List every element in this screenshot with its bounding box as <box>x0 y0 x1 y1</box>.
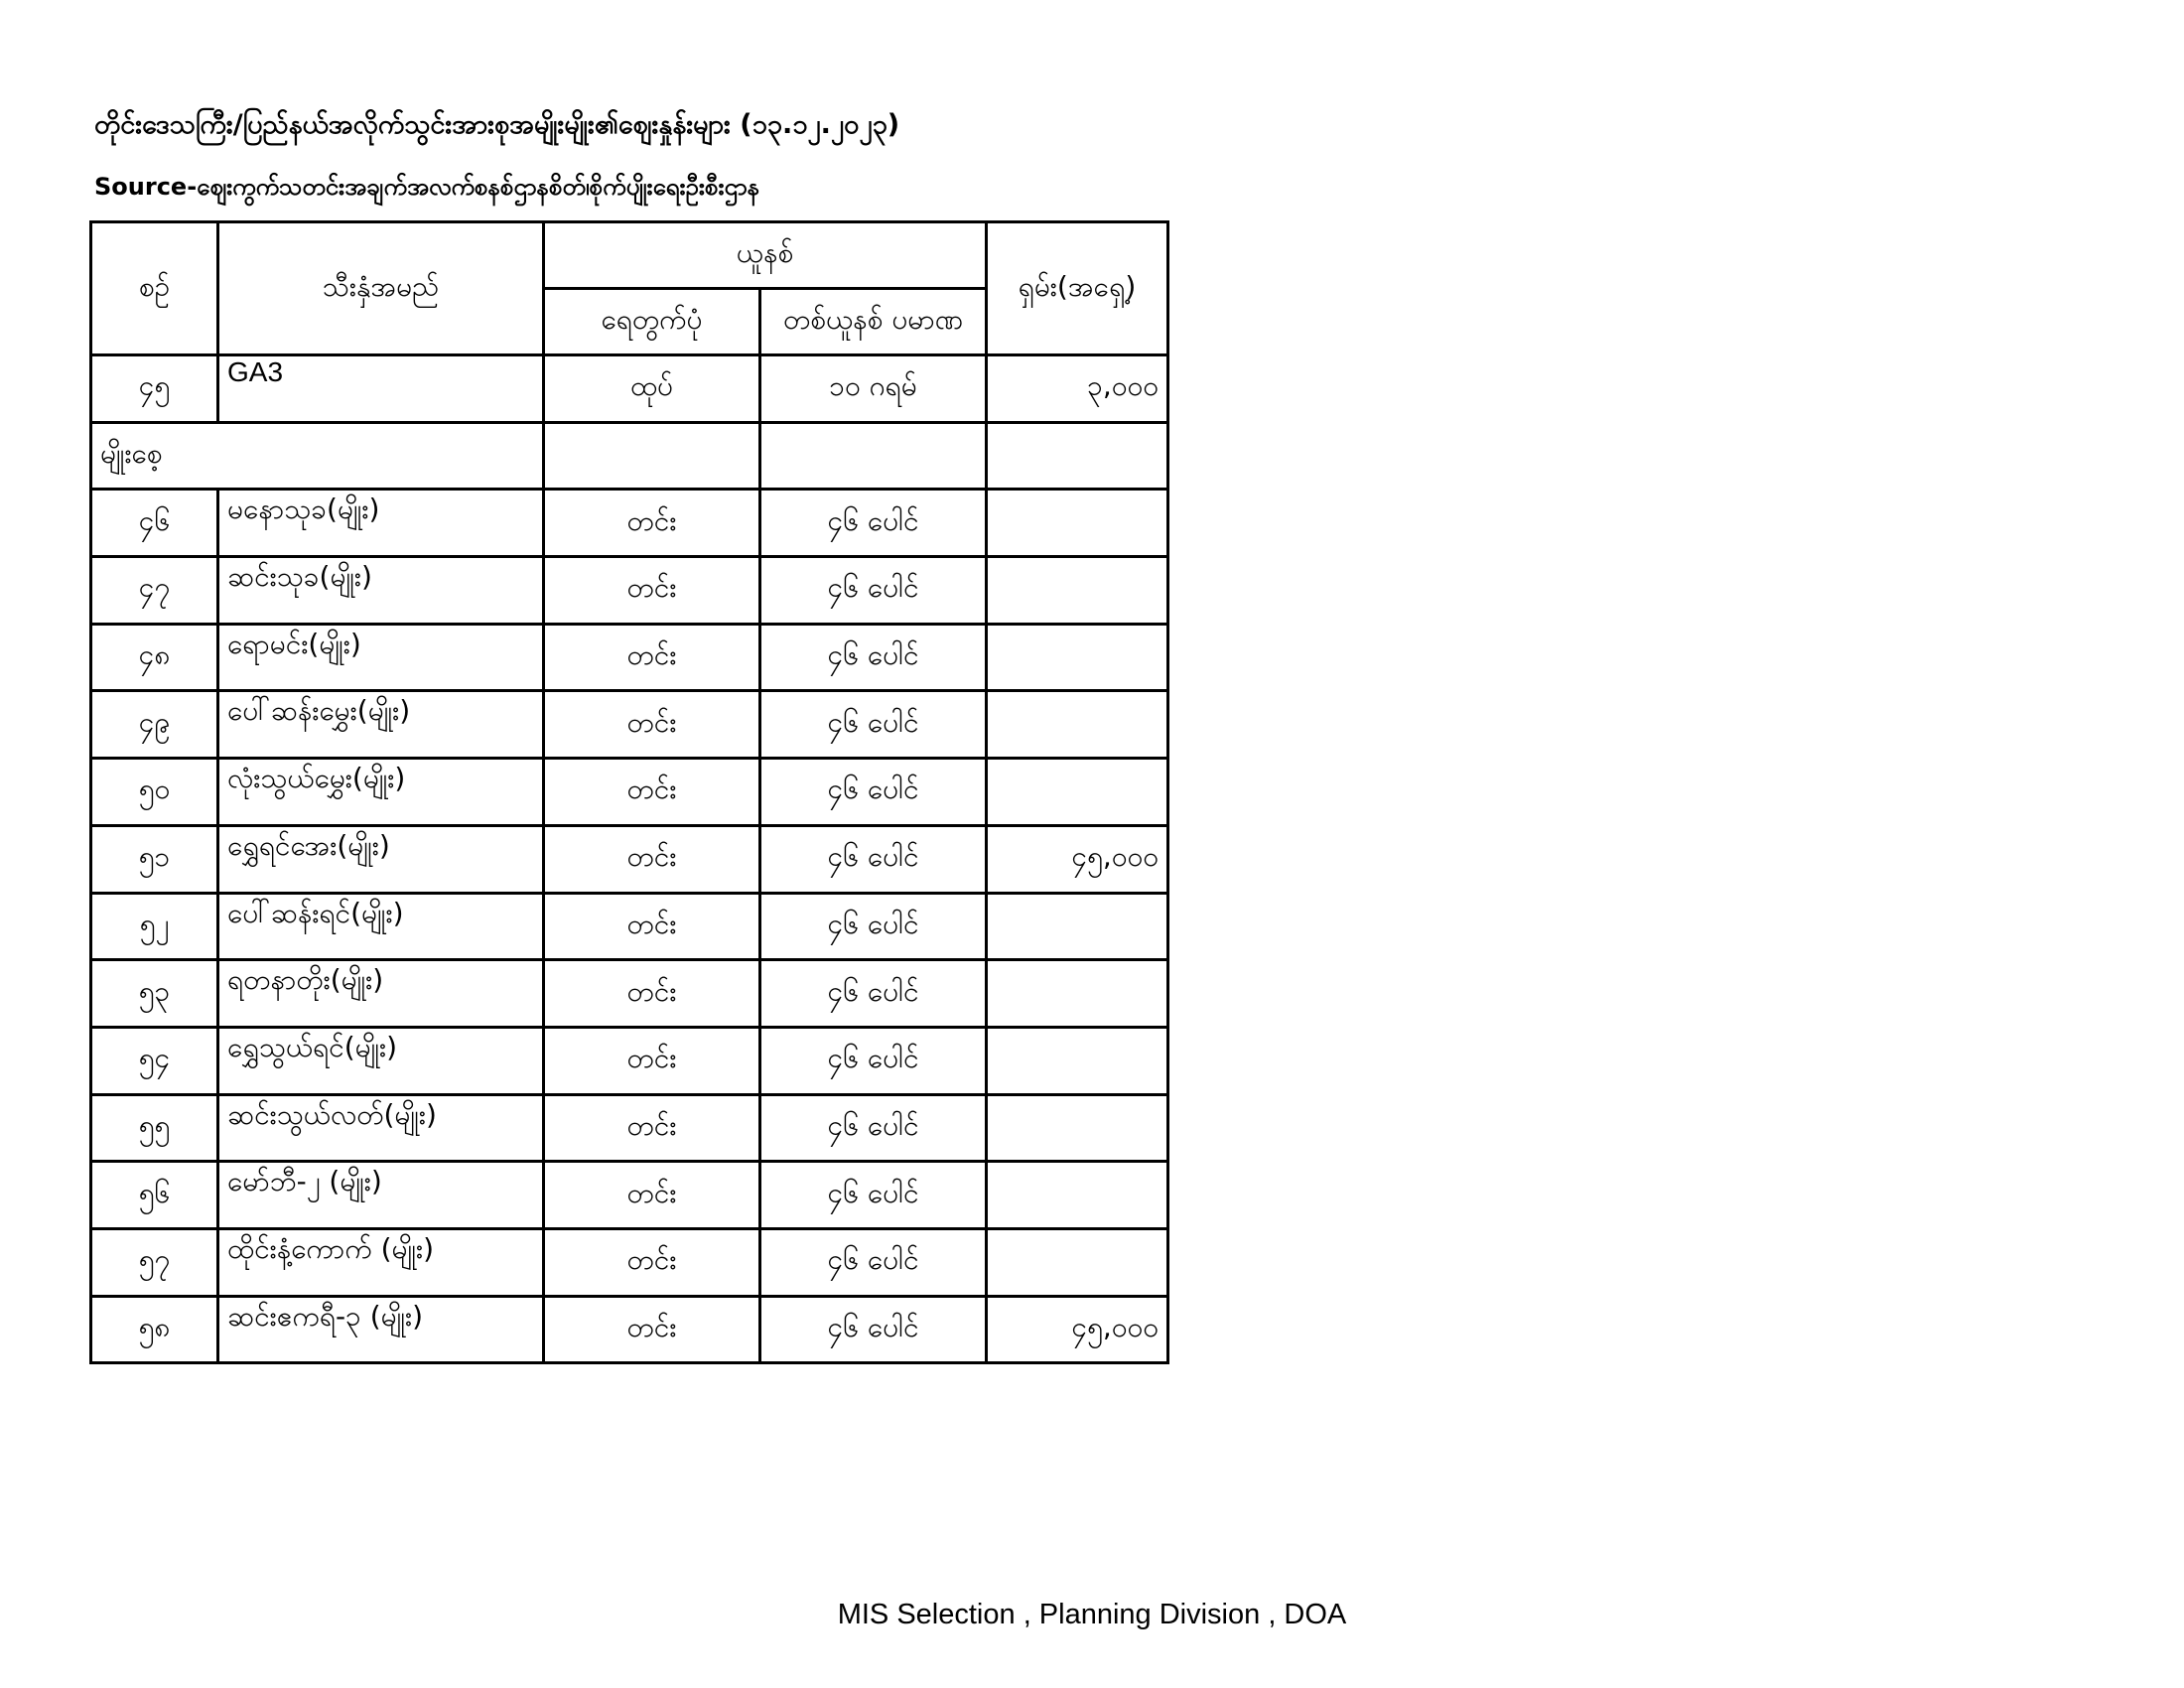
row-unit: တင်း <box>544 1094 760 1162</box>
table-row <box>91 624 1168 691</box>
row-no: ၅၅ <box>91 1094 218 1162</box>
source-line: Source-ဈေးကွက်သတင်းအချက်အလက်စနစ်ဌာနစိတ်၊စိုက်ပျိုးရေးဦးစီးဌာန <box>94 173 760 201</box>
table-row <box>91 1027 1168 1094</box>
row-qty: ၄၆ ပေါင် <box>760 1228 987 1296</box>
row-qty: ၄၆ ပေါင် <box>760 1027 987 1094</box>
row-price <box>987 893 1168 960</box>
row-name: လုံးသွယ်မွှေး(မျိုး) <box>218 759 544 826</box>
row-unit: တင်း <box>544 1296 760 1363</box>
row-unit: တင်း <box>544 691 760 759</box>
header-unit-qty: တစ်ယူနစ် ပမာဏ <box>760 289 987 355</box>
table-row <box>91 1162 1168 1229</box>
header-row <box>91 222 1168 289</box>
row-unit: တင်း <box>544 1228 760 1296</box>
row-unit: တင်း <box>544 624 760 691</box>
row-no: ၅၀ <box>91 759 218 826</box>
row-qty: ၄၆ ပေါင် <box>760 691 987 759</box>
row-no: ၅၇ <box>91 1228 218 1296</box>
row-name: ရောမင်း(မျိုး) <box>218 624 544 691</box>
row-qty: ၁၀ ဂရမ် <box>760 355 987 423</box>
row-no: ၅၈ <box>91 1296 218 1363</box>
section-empty-price <box>987 422 1168 490</box>
table-row <box>91 893 1168 960</box>
row-price <box>987 1027 1168 1094</box>
row-qty: ၄၆ ပေါင် <box>760 759 987 826</box>
row-no: ၄၇ <box>91 557 218 625</box>
row-unit: တင်း <box>544 825 760 893</box>
row-qty: ၄၆ ပေါင် <box>760 557 987 625</box>
row-no: ၅၂ <box>91 893 218 960</box>
row-no: ၅၄ <box>91 1027 218 1094</box>
row-name: ထိုင်းနံ့ကောက် (မျိုး) <box>218 1228 544 1296</box>
table-row <box>91 691 1168 759</box>
row-price <box>987 1228 1168 1296</box>
row-unit: တင်း <box>544 1162 760 1229</box>
row-name: ရွှေရင်အေး(မျိုး) <box>218 825 544 893</box>
row-name: GA3 <box>218 355 544 423</box>
row-no: ၄၅ <box>91 355 218 423</box>
table-row <box>91 1228 1168 1296</box>
table-row <box>91 557 1168 625</box>
row-unit: တင်း <box>544 557 760 625</box>
row-name: ဆင်းဧကရီ-၃ (မျိုး) <box>218 1296 544 1363</box>
row-qty: ၄၆ ပေါင် <box>760 1296 987 1363</box>
row-no: ၄၈ <box>91 624 218 691</box>
row-name: ပေါ်ဆန်းရင်(မျိုး) <box>218 893 544 960</box>
table-row <box>91 490 1168 557</box>
row-unit: တင်း <box>544 759 760 826</box>
row-no: ၄၆ <box>91 490 218 557</box>
page-title: တိုင်းဒေသကြီး/ပြည်နယ်အလိုက်သွင်းအားစုအမျိုးမျိုး၏ဈေးနှုန်းများ (၁၃.၁၂.၂၀၂၃) <box>94 109 900 140</box>
header-unit-group: ယူနစ် <box>544 222 987 289</box>
row-name: မော်ဘီ-၂ (မျိုး) <box>218 1162 544 1229</box>
row-name: မနောသုခ(မျိုး) <box>218 490 544 557</box>
row-no: ၅၃ <box>91 960 218 1028</box>
row-price <box>987 1094 1168 1162</box>
table-row <box>91 960 1168 1028</box>
row-price: ၄၅,၀၀၀ <box>987 1296 1168 1363</box>
row-price: ၃,၀၀၀ <box>987 355 1168 423</box>
row-qty: ၄၆ ပေါင် <box>760 960 987 1028</box>
row-qty: ၄၆ ပေါင် <box>760 1094 987 1162</box>
row-price <box>987 624 1168 691</box>
header-name: သီးနှံအမည် <box>218 222 544 355</box>
row-unit: ထုပ် <box>544 355 760 423</box>
row-price: ၄၅,၀၀၀ <box>987 825 1168 893</box>
row-price <box>987 1162 1168 1229</box>
row-name: ဆင်းသွယ်လတ်(မျိုး) <box>218 1094 544 1162</box>
row-unit: တင်း <box>544 490 760 557</box>
row-unit: တင်း <box>544 893 760 960</box>
row-name: ရွှေသွယ်ရင်(မျိုး) <box>218 1027 544 1094</box>
row-qty: ၄၆ ပေါင် <box>760 624 987 691</box>
price-table <box>89 220 1169 1364</box>
header-no: စဉ် <box>91 222 218 355</box>
section-label: မျိုးစေ့ <box>91 422 544 490</box>
row-qty: ၄၆ ပေါင် <box>760 825 987 893</box>
row-unit: တင်း <box>544 960 760 1028</box>
row-qty: ၄၆ ပေါင် <box>760 893 987 960</box>
table-row <box>91 1094 1168 1162</box>
row-name: ဆင်းသုခ(မျိုး) <box>218 557 544 625</box>
table-row <box>91 355 1168 423</box>
row-unit: တင်း <box>544 1027 760 1094</box>
row-price <box>987 759 1168 826</box>
row-name: ပေါ်ဆန်းမွှေး(မျိုး) <box>218 691 544 759</box>
footer-text: MIS Selection , Planning Division , DOA <box>837 1599 1347 1630</box>
table-row <box>91 825 1168 893</box>
table-row <box>91 1296 1168 1363</box>
row-name: ရတနာတိုး(မျိုး) <box>218 960 544 1028</box>
header-unit-type: ရေတွက်ပုံ <box>544 289 760 355</box>
row-no: ၅၆ <box>91 1162 218 1229</box>
row-price <box>987 490 1168 557</box>
table-row <box>91 759 1168 826</box>
section-row <box>91 422 1168 490</box>
row-price <box>987 557 1168 625</box>
header-price: ရှမ်း(အရှေ့) <box>987 222 1168 355</box>
section-empty-unit <box>544 422 760 490</box>
row-no: ၅၁ <box>91 825 218 893</box>
row-qty: ၄၆ ပေါင် <box>760 1162 987 1229</box>
row-qty: ၄၆ ပေါင် <box>760 490 987 557</box>
row-price <box>987 960 1168 1028</box>
section-empty-qty <box>760 422 987 490</box>
row-no: ၄၉ <box>91 691 218 759</box>
row-price <box>987 691 1168 759</box>
